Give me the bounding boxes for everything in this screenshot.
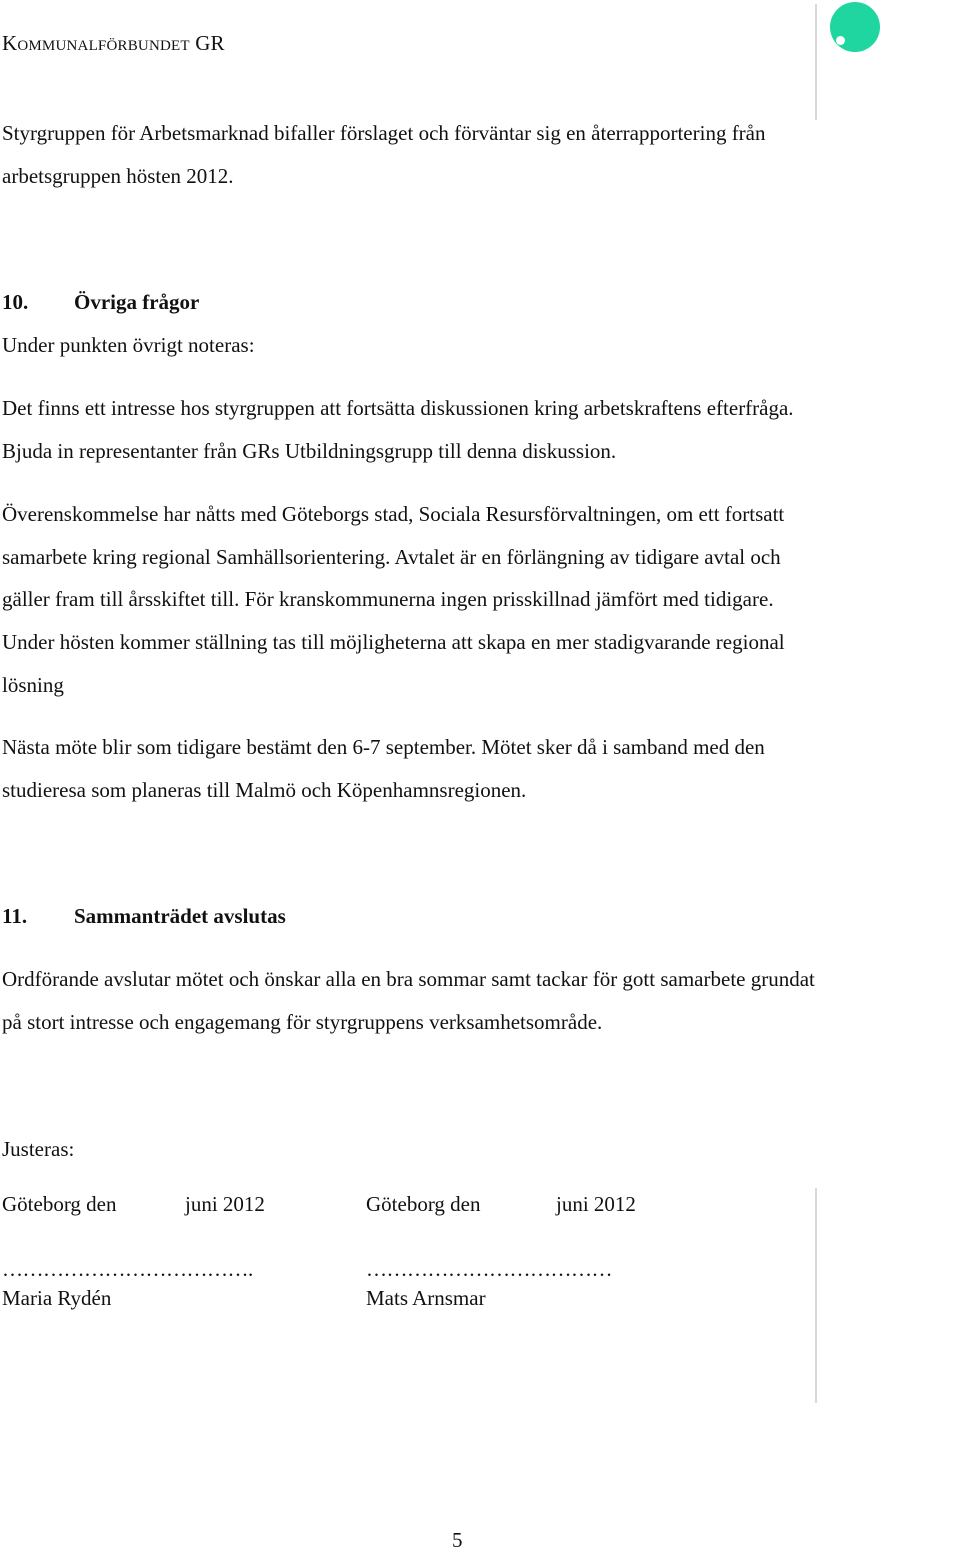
paragraph-line: Nästa möte blir som tidigare bestämt den 6-7 september. Mötet sker då i samband med den <box>2 735 765 759</box>
paragraph-line: på stort intresse och engagemang för styrgruppens verksamhetsområde. <box>2 1010 603 1034</box>
paragraph-line: arbetsgruppen hösten 2012. <box>2 164 234 188</box>
section-number: 10. <box>2 290 29 314</box>
signature-place-left: Göteborg den <box>2 1192 117 1216</box>
gr-logo-icon <box>830 2 880 52</box>
signature-date-left: juni 2012 <box>185 1192 265 1216</box>
paragraph-line: Det finns ett intresse hos styrgruppen att fortsätta diskussionen kring arbetskraftens efterfråga. <box>2 396 794 420</box>
organization-header: Kommunalförbundet GR <box>2 31 225 55</box>
paragraph-line: samarbete kring regional Samhällsorientering. Avtalet är en förlängning av tidigare avtal och <box>2 545 781 569</box>
signature-line-left: ………………………………. <box>2 1257 253 1281</box>
header-divider <box>815 4 817 120</box>
paragraph-line: Under hösten kommer ställning tas till möjligheterna att skapa en mer stadigvarande regional <box>2 630 785 654</box>
section-number: 11. <box>2 904 28 928</box>
paragraph-line: gäller fram till årsskiftet till. För kranskommunerna ingen prisskillnad jämfört med tidigare. <box>2 587 774 611</box>
approval-label: Justeras: <box>2 1137 75 1161</box>
signature-line-right: ……………………………… <box>366 1257 612 1281</box>
paragraph-line: Överenskommelse har nåtts med Göteborgs stad, Sociala Resursförvaltningen, om ett fortsatt <box>2 502 785 526</box>
section-heading-10 <box>2 281 199 324</box>
paragraph-line: Bjuda in representanter från GRs Utbildningsgrupp till denna diskussion. <box>2 439 617 463</box>
signature-place-right: Göteborg den <box>366 1192 481 1216</box>
paragraph-line: Under punkten övrigt noteras: <box>2 333 255 357</box>
paragraph-line: Ordförande avslutar mötet och önskar alla en bra sommar samt tackar för gott samarbete grundat <box>2 967 815 991</box>
paragraph-line: studieresa som planeras till Malmö och Köpenhamnsregionen. <box>2 778 527 802</box>
section-title: Sammanträdet avslutas <box>74 904 286 928</box>
section-title: Övriga frågor <box>74 290 200 314</box>
paragraph-line: lösning <box>2 673 64 697</box>
signatory-name-right: Mats Arnsmar <box>366 1286 486 1310</box>
section-heading-11 <box>2 895 286 938</box>
paragraph-line: Styrgruppen för Arbetsmarknad bifaller förslaget och förväntar sig en återrapportering från <box>2 121 766 145</box>
signatory-name-left: Maria Rydén <box>2 1286 112 1310</box>
signature-date-right: juni 2012 <box>556 1192 636 1216</box>
page-number: 5 <box>452 1528 463 1552</box>
signature-divider <box>815 1188 817 1403</box>
